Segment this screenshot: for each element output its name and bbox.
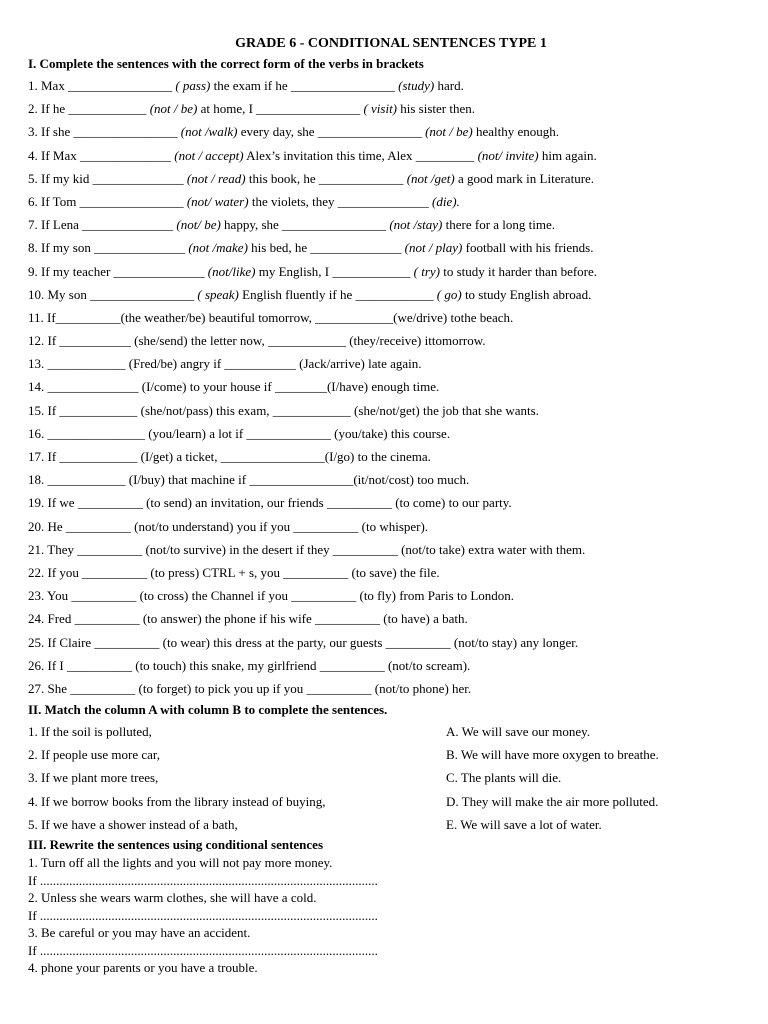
sentence-text: 13. ____________ (Fred/be) angry if ___________ (Jack/arrive) late again. xyxy=(28,356,422,372)
section-3-lines xyxy=(28,854,748,977)
sentence-text: 19. If we __________ (to send) an invitation, our friends __________ (to come) to our party. xyxy=(28,495,512,511)
rewrite-line: 4. phone your parents or you have a trouble. xyxy=(28,960,258,975)
verb-hint: (not /make) xyxy=(188,240,248,256)
sentence-text: 18. ____________ (I/buy) that machine if ________________(it/not/cost) too much. xyxy=(28,472,470,488)
sentence-text: 20. He __________ (not/to understand) you if you __________ (to whisper). xyxy=(28,518,429,534)
match-row xyxy=(28,743,748,766)
sentence-text: Alex’s invitation this time, Alex _________ xyxy=(243,147,478,163)
verb-hint: (die). xyxy=(432,193,460,209)
sentence-text: 14. ______________ (I/come) to your house if ________(I/have) enough time. xyxy=(28,379,440,395)
exercise-item xyxy=(28,329,748,352)
verb-hint: ( visit) xyxy=(363,101,398,117)
sentence-text: 2. If he ____________ xyxy=(28,101,150,117)
sentence-text: 10. My son ________________ xyxy=(28,286,198,302)
sentence-text: hard. xyxy=(434,78,464,93)
exercise-item xyxy=(28,422,748,445)
exercise-item xyxy=(28,538,748,561)
sentence-text: 24. Fred __________ (to answer) the phone if his wife __________ (to have) a bath. xyxy=(28,611,468,627)
verb-hint: (not / be) xyxy=(425,124,473,140)
exercise-item xyxy=(28,306,748,329)
exercise-item xyxy=(28,654,748,677)
verb-hint: (not/like) xyxy=(207,263,256,279)
worksheet-page xyxy=(28,34,748,977)
column-b-item: E. We will save a lot of water. xyxy=(446,816,602,832)
section-2-matching xyxy=(28,720,748,836)
sentence-text: 15. If ____________ (she/not/pass) this exam, ____________ (she/not/get) the job that she wants. xyxy=(28,402,539,418)
column-a-item: 4. If we borrow books from the library instead of buying, xyxy=(28,793,326,809)
rewrite-line: 1. Turn off all the lights and you will not pay more money. xyxy=(28,855,333,870)
column-b-item: A. We will save our money. xyxy=(446,724,591,740)
sentence-text: English fluently if he ____________ xyxy=(238,286,437,302)
sentence-text: 17. If ____________ (I/get) a ticket, ________________(I/go) to the cinema. xyxy=(28,449,431,464)
match-row xyxy=(28,720,748,743)
sentence-text: his bed, he ______________ xyxy=(247,240,405,256)
sentence-text: the exam if he ________________ xyxy=(210,78,399,93)
verb-hint: (not/ be) xyxy=(176,217,221,233)
sentence-text: 4. If Max ______________ xyxy=(28,147,175,163)
sentence-text: 5. If my kid ______________ xyxy=(28,170,187,186)
sentence-text: this book, he _____________ xyxy=(245,170,407,186)
verb-hint: (not /get) xyxy=(406,170,455,186)
match-row xyxy=(28,813,748,836)
section-3-heading: III. Rewrite the sentences using conditional sentences xyxy=(28,837,324,852)
match-row xyxy=(28,766,748,789)
sentence-text: every day, she ________________ xyxy=(237,124,426,140)
rewrite-line: If ........................................................................................................ xyxy=(28,872,378,888)
verb-hint: (not/ invite) xyxy=(477,147,539,163)
column-b-item: D. They will make the air more polluted. xyxy=(446,793,659,809)
exercise-item xyxy=(28,120,748,143)
sentence-text: 16. _______________ (you/learn) a lot if _____________ (you/take) this course. xyxy=(28,425,451,441)
section-1-heading: I. Complete the sentences with the correct form of the verbs in brackets xyxy=(28,56,424,71)
exercise-item xyxy=(28,561,748,584)
sentence-text: 21. They __________ (not/to survive) in the desert if they __________ (not/to take) extra water with them. xyxy=(28,541,586,557)
exercise-item xyxy=(28,352,748,375)
column-a-item: 2. If people use more car, xyxy=(28,747,160,763)
verb-hint: (not / be) xyxy=(149,101,198,117)
sentence-text: 26. If I __________ (to touch) this snake, my girlfriend __________ (not/to scream). xyxy=(28,657,471,673)
rewrite-line: 2. Unless she wears warm clothes, she will have a cold. xyxy=(28,890,317,905)
rewrite-line: 3. Be careful or you may have an accident. xyxy=(28,925,251,940)
sentence-text: happy, she ________________ xyxy=(220,217,390,233)
sentence-text: 8. If my son ______________ xyxy=(28,240,189,256)
page-title: GRADE 6 - CONDITIONAL SENTENCES TYPE 1 xyxy=(235,36,547,51)
exercise-item xyxy=(28,190,748,213)
sentence-text: 27. She __________ (to forget) to pick you up if you __________ (not/to phone) her. xyxy=(28,680,472,696)
rewrite-line: If ........................................................................................................ xyxy=(28,942,378,958)
exercise-item xyxy=(28,74,748,97)
sentence-text: football with his friends. xyxy=(462,240,594,256)
sentence-text: his sister then. xyxy=(397,101,476,117)
sentence-text: a good mark in Literature. xyxy=(454,170,595,186)
sentence-text: 1. Max ________________ xyxy=(28,78,176,93)
exercise-item xyxy=(28,144,748,167)
column-a-item: 1. If the soil is polluted, xyxy=(28,724,152,740)
sentence-text: there for a long time. xyxy=(442,217,556,233)
sentence-text: 3. If she ________________ xyxy=(28,124,181,140)
rewrite-line: If ........................................................................................................ xyxy=(28,907,378,923)
exercise-item xyxy=(28,515,748,538)
match-row xyxy=(28,790,748,813)
verb-hint: ( go) xyxy=(436,286,462,302)
exercise-item xyxy=(28,399,748,422)
sentence-text: 22. If you __________ (to press) CTRL + s, you __________ (to save) the file. xyxy=(28,564,440,580)
verb-hint: (not / accept) xyxy=(174,147,244,163)
exercise-item xyxy=(28,584,748,607)
exercise-item xyxy=(28,607,748,630)
exercise-item xyxy=(28,283,748,306)
exercise-item xyxy=(28,213,748,236)
exercise-item xyxy=(28,167,748,190)
exercise-item xyxy=(28,468,748,491)
sentence-text: my English, I ____________ xyxy=(255,263,414,279)
sentence-text: the violets, they ______________ xyxy=(248,193,433,209)
column-b-item: C. The plants will die. xyxy=(446,770,562,786)
verb-hint: (not/ water) xyxy=(186,193,249,209)
exercise-item xyxy=(28,677,748,700)
sentence-text: 12. If ___________ (she/send) the letter now, ____________ (they/receive) ittomorrow. xyxy=(28,333,486,349)
exercise-item xyxy=(28,631,748,654)
verb-hint: (not /walk) xyxy=(180,124,238,140)
sentence-text: 6. If Tom ________________ xyxy=(28,193,187,209)
verb-hint: (study) xyxy=(398,78,435,93)
verb-hint: (not / read) xyxy=(186,170,246,186)
column-b-item: B. We will have more oxygen to breathe. xyxy=(446,747,659,763)
sentence-text: 23. You __________ (to cross) the Channel if you __________ (to fly) from Paris to London. xyxy=(28,588,515,604)
sentence-text: healthy enough. xyxy=(472,124,560,140)
exercise-item xyxy=(28,97,748,120)
sentence-text: 7. If Lena ______________ xyxy=(28,217,177,233)
verb-hint: (not /stay) xyxy=(389,217,443,233)
exercise-item xyxy=(28,491,748,514)
section-2-heading: II. Match the column A with column B to complete the sentences. xyxy=(28,702,388,718)
exercise-item xyxy=(28,445,748,468)
exercise-item xyxy=(28,260,748,283)
sentence-text: to study it harder than before. xyxy=(439,263,598,279)
sentence-text: 25. If Claire __________ (to wear) this dress at the party, our guests __________ (not/to stay) any longer. xyxy=(28,634,579,650)
sentence-text: him again. xyxy=(538,147,597,163)
verb-hint: (not / play) xyxy=(404,240,463,256)
verb-hint: ( pass) xyxy=(175,78,211,93)
exercise-item xyxy=(28,375,748,398)
sentence-text: 11. If__________(the weather/be) beautiful tomorrow, ____________(we/drive) tothe beach. xyxy=(28,309,514,325)
column-a-item: 3. If we plant more trees, xyxy=(28,770,159,786)
sentence-text: 9. If my teacher ______________ xyxy=(28,263,208,279)
exercise-item xyxy=(28,236,748,259)
verb-hint: ( try) xyxy=(413,263,440,279)
section-1-items xyxy=(28,74,748,700)
sentence-text: at home, I ________________ xyxy=(197,101,364,117)
verb-hint: ( speak) xyxy=(197,286,239,302)
column-a-item: 5. If we have a shower instead of a bath, xyxy=(28,816,238,832)
sentence-text: to study English abroad. xyxy=(461,286,592,302)
